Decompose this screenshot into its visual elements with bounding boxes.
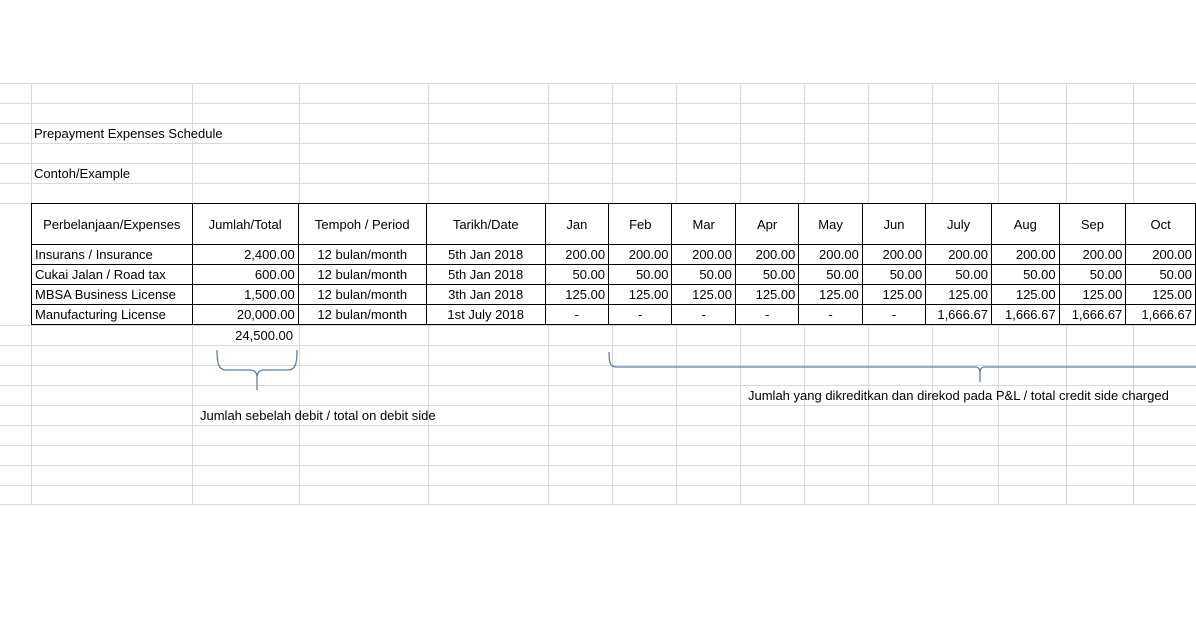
header-mar[interactable]: Mar <box>672 204 735 245</box>
header-period[interactable]: Tempoh / Period <box>298 204 426 245</box>
gridline <box>0 103 1196 104</box>
cell-month[interactable]: 125.00 <box>991 285 1059 305</box>
gridline <box>0 445 1196 446</box>
cell-total[interactable]: 2,400.00 <box>192 245 298 265</box>
cell-month[interactable]: 50.00 <box>926 265 992 285</box>
header-expenses[interactable]: Perbelanjaan/Expenses <box>32 204 193 245</box>
cell-month[interactable]: 1,666.67 <box>926 305 992 325</box>
cell-date[interactable]: 3th Jan 2018 <box>426 285 545 305</box>
cell-expense[interactable]: MBSA Business License <box>32 285 193 305</box>
cell-date[interactable]: 5th Jan 2018 <box>426 245 545 265</box>
gridline <box>0 485 1196 486</box>
cell-date[interactable]: 5th Jan 2018 <box>426 265 545 285</box>
prepayment-table <box>31 203 1196 325</box>
cell-month[interactable]: - <box>672 305 735 325</box>
cell-month[interactable]: - <box>862 305 925 325</box>
cell-date[interactable]: 1st July 2018 <box>426 305 545 325</box>
gridline <box>0 425 1196 426</box>
cell-month[interactable]: 200.00 <box>862 245 925 265</box>
debit-side-note[interactable]: Jumlah sebelah debit / total on debit side <box>200 408 436 423</box>
cell-total[interactable]: 600.00 <box>192 265 298 285</box>
gridline <box>0 183 1196 184</box>
cell-period[interactable]: 12 bulan/month <box>298 305 426 325</box>
header-jun[interactable]: Jun <box>862 204 925 245</box>
cell-month[interactable]: 1,666.67 <box>1126 305 1196 325</box>
cell-expense[interactable]: Insurans / Insurance <box>32 245 193 265</box>
cell-month[interactable]: 50.00 <box>1059 265 1126 285</box>
header-apr[interactable]: Apr <box>735 204 798 245</box>
gridline <box>0 504 1196 505</box>
header-feb[interactable]: Feb <box>609 204 672 245</box>
cell-month[interactable]: - <box>799 305 862 325</box>
cell-month[interactable]: 125.00 <box>609 285 672 305</box>
header-jan[interactable]: Jan <box>545 204 608 245</box>
cell-month[interactable]: 200.00 <box>926 245 992 265</box>
cell-period[interactable]: 12 bulan/month <box>298 245 426 265</box>
header-may[interactable]: May <box>799 204 862 245</box>
grand-total-cell[interactable]: 24,500.00 <box>235 328 293 343</box>
sheet-title[interactable]: Prepayment Expenses Schedule <box>34 126 223 141</box>
gridline <box>0 83 1196 84</box>
table-row <box>32 265 1196 285</box>
cell-month[interactable]: 50.00 <box>672 265 735 285</box>
debit-brace-icon <box>214 348 300 392</box>
cell-month[interactable]: 200.00 <box>735 245 798 265</box>
cell-month[interactable]: - <box>735 305 798 325</box>
cell-month[interactable]: 125.00 <box>1126 285 1196 305</box>
cell-month[interactable]: 125.00 <box>799 285 862 305</box>
cell-expense[interactable]: Manufacturing License <box>32 305 193 325</box>
header-date[interactable]: Tarikh/Date <box>426 204 545 245</box>
cell-month[interactable]: 50.00 <box>1126 265 1196 285</box>
cell-month[interactable]: 125.00 <box>672 285 735 305</box>
cell-month[interactable]: 125.00 <box>735 285 798 305</box>
cell-month[interactable]: 50.00 <box>991 265 1059 285</box>
cell-month[interactable]: 200.00 <box>545 245 608 265</box>
header-oct[interactable]: Oct <box>1126 204 1196 245</box>
cell-month[interactable]: 50.00 <box>609 265 672 285</box>
cell-month[interactable]: 1,666.67 <box>991 305 1059 325</box>
gridline <box>0 465 1196 466</box>
cell-month[interactable]: 200.00 <box>609 245 672 265</box>
cell-month[interactable]: 200.00 <box>672 245 735 265</box>
cell-month[interactable]: 50.00 <box>545 265 608 285</box>
cell-month[interactable]: - <box>609 305 672 325</box>
header-total[interactable]: Jumlah/Total <box>192 204 298 245</box>
cell-month[interactable]: 50.00 <box>862 265 925 285</box>
header-row <box>32 204 1196 245</box>
cell-month[interactable]: 50.00 <box>735 265 798 285</box>
cell-month[interactable]: 125.00 <box>926 285 992 305</box>
header-july[interactable]: July <box>926 204 992 245</box>
credit-brace-icon <box>606 350 1196 386</box>
table-row <box>32 285 1196 305</box>
cell-total[interactable]: 1,500.00 <box>192 285 298 305</box>
gridline <box>0 163 1196 164</box>
table-row <box>32 305 1196 325</box>
cell-total[interactable]: 20,000.00 <box>192 305 298 325</box>
gridline <box>0 345 1196 346</box>
cell-month[interactable]: 50.00 <box>799 265 862 285</box>
cell-month[interactable]: 125.00 <box>1059 285 1126 305</box>
gridline <box>0 325 1196 326</box>
cell-month[interactable]: 125.00 <box>545 285 608 305</box>
cell-month[interactable]: 200.00 <box>1059 245 1126 265</box>
header-sep[interactable]: Sep <box>1059 204 1126 245</box>
cell-month[interactable]: 125.00 <box>862 285 925 305</box>
sheet-subtitle[interactable]: Contoh/Example <box>34 166 131 181</box>
cell-month[interactable]: 200.00 <box>799 245 862 265</box>
credit-side-note[interactable]: Jumlah yang dikreditkan dan direkod pada P&L / total credit side charged <box>748 388 1169 403</box>
cell-period[interactable]: 12 bulan/month <box>298 265 426 285</box>
header-aug[interactable]: Aug <box>991 204 1059 245</box>
cell-month[interactable]: 200.00 <box>991 245 1059 265</box>
table-row <box>32 245 1196 265</box>
cell-expense[interactable]: Cukai Jalan / Road tax <box>32 265 193 285</box>
cell-month[interactable]: 200.00 <box>1126 245 1196 265</box>
cell-month[interactable]: 1,666.67 <box>1059 305 1126 325</box>
cell-month[interactable]: - <box>545 305 608 325</box>
cell-period[interactable]: 12 bulan/month <box>298 285 426 305</box>
